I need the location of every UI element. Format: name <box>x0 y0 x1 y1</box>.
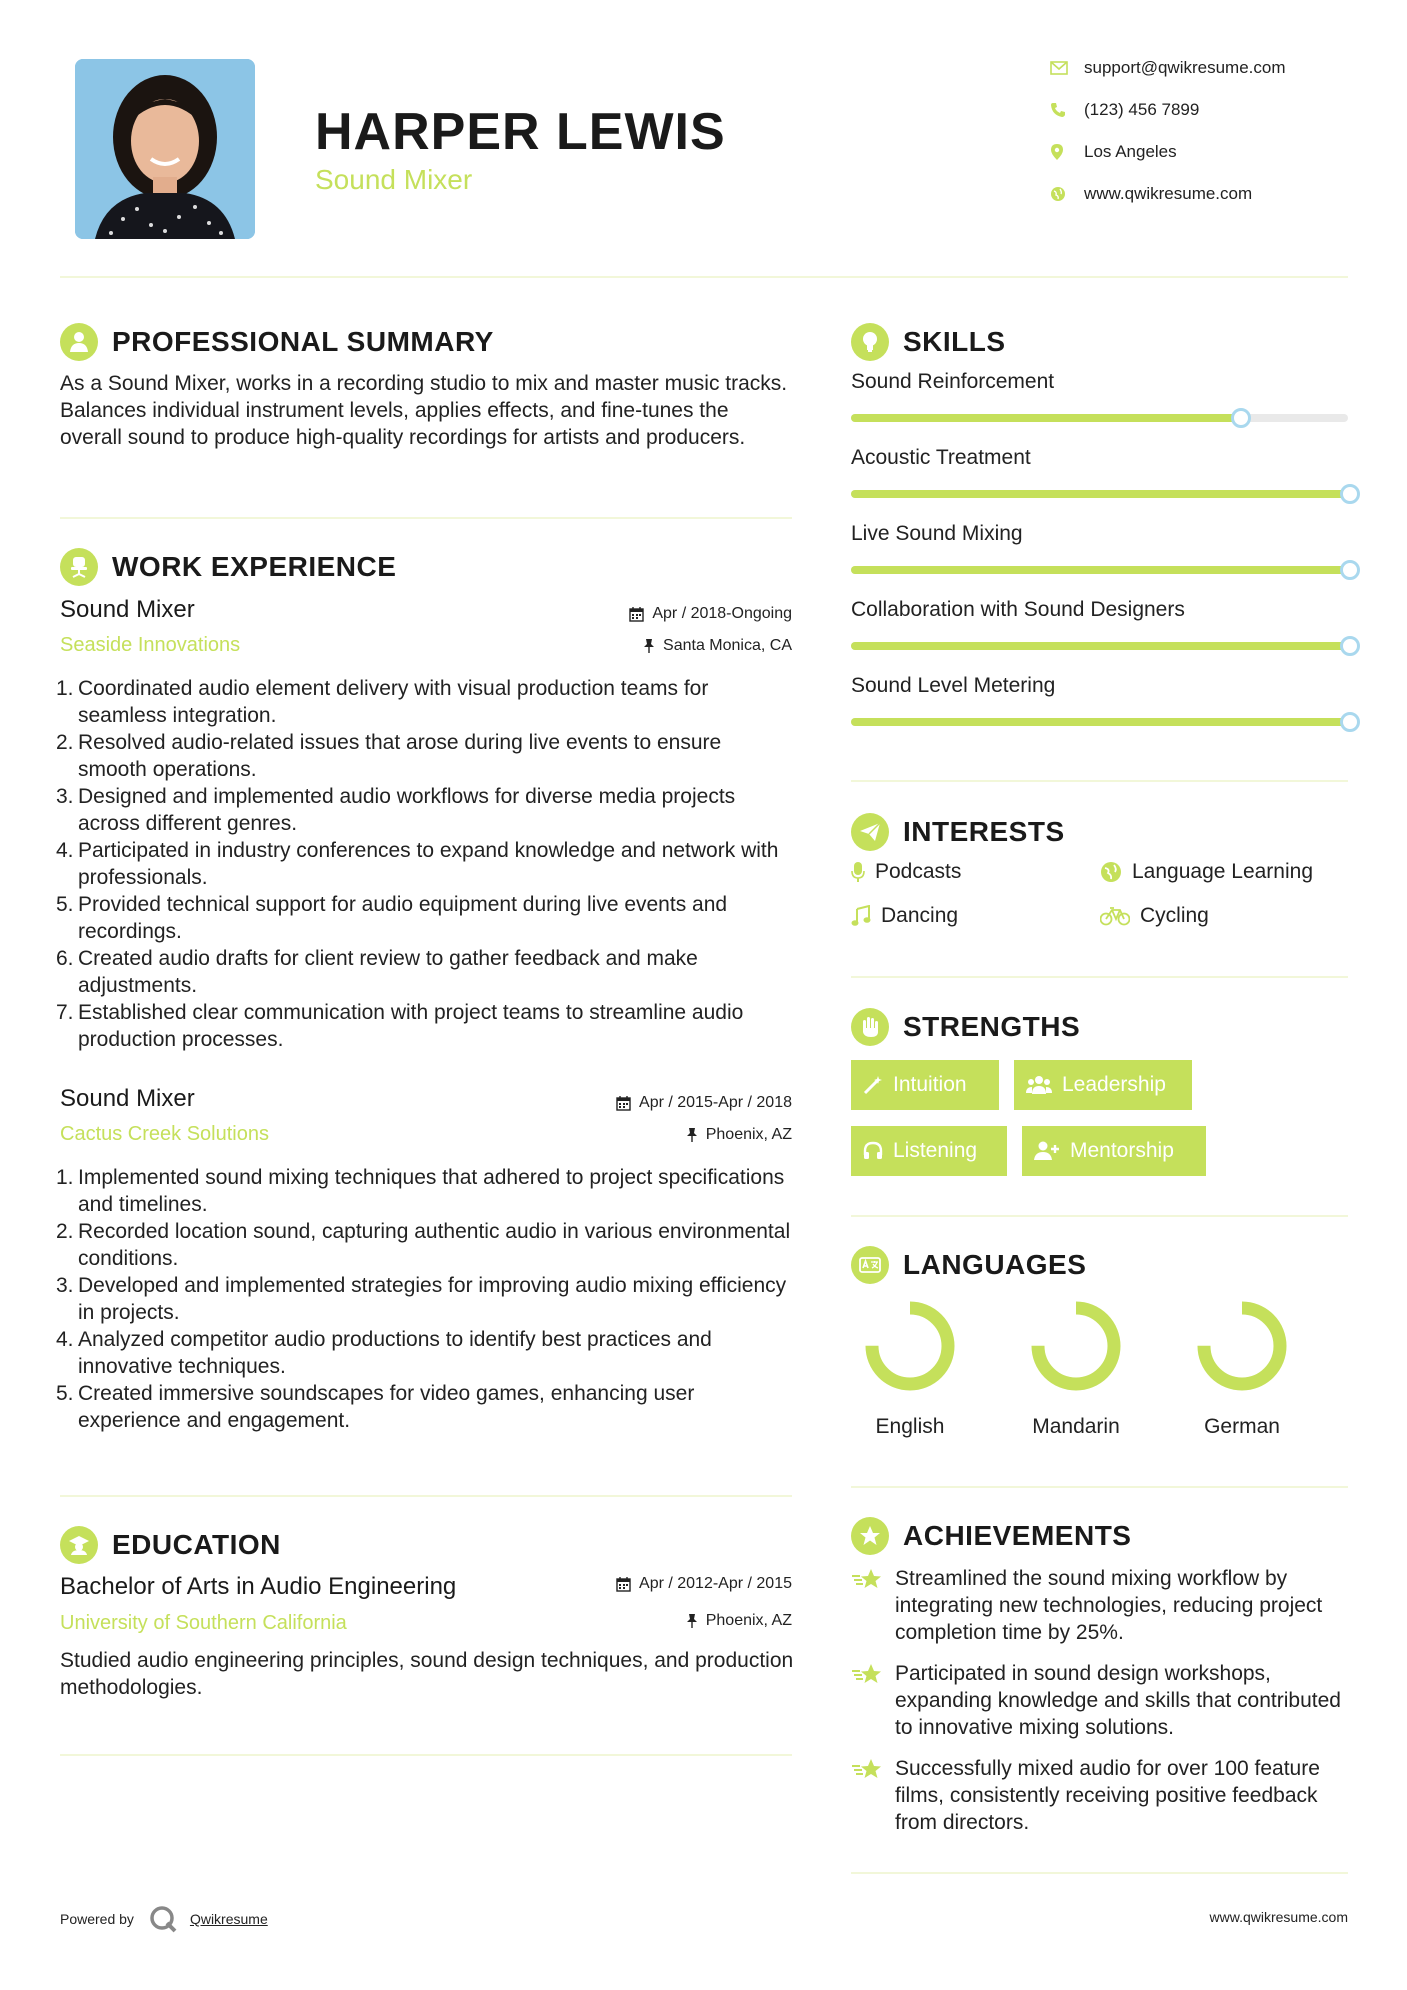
list-item-text: Established clear communication with project teams to streamline audio production processes. <box>78 1001 744 1051</box>
job-1-achievement-item <box>56 729 793 783</box>
job-2-role: Sound Mixer <box>60 1085 195 1112</box>
skill-bar-fill <box>851 718 1348 726</box>
skill-name: Live Sound Mixing <box>851 522 1023 545</box>
list-number: 4. <box>56 839 74 862</box>
list-item-text: Implemented sound mixing techniques that adhered to project specifications and timelines. <box>78 1166 785 1216</box>
strength-listening: Listening <box>851 1126 1007 1176</box>
shooting-star-icon <box>851 1660 895 1741</box>
user-plus-icon <box>1034 1141 1060 1161</box>
skill-level-knob <box>1340 484 1360 504</box>
language-name: German <box>1204 1415 1280 1438</box>
language-level-gauge <box>1006 1296 1146 1400</box>
list-number: 2. <box>56 731 74 754</box>
magic-wand-icon <box>863 1075 883 1095</box>
candidate-title: Sound Mixer <box>315 164 473 195</box>
skill-level-knob <box>1231 408 1251 428</box>
interest-dancing: Dancing <box>851 904 958 928</box>
education-dates: Apr / 2012-Apr / 2015 <box>500 1575 792 1593</box>
achievement-item <box>851 1565 1351 1646</box>
skill-level-knob <box>1340 712 1360 732</box>
skill-bar-track <box>851 490 1348 498</box>
skill-item <box>851 522 1348 574</box>
graduate-icon <box>60 1526 98 1564</box>
office-chair-icon <box>60 548 98 586</box>
languages-heading: LANGUAGES <box>851 1246 1086 1284</box>
list-number: 3. <box>56 1274 74 1297</box>
user-icon <box>60 323 98 361</box>
list-number: 1. <box>56 1166 74 1189</box>
skill-bar-track <box>851 566 1348 574</box>
skill-bar-fill <box>851 490 1348 498</box>
language-name: Mandarin <box>1032 1415 1120 1438</box>
interest-cycling: Cycling <box>1100 904 1209 928</box>
job-1-achievement-item <box>56 999 793 1053</box>
skill-name: Acoustic Treatment <box>851 446 1031 469</box>
list-item-text: Developed and implemented strategies for improving audio mixing efficiency in projects. <box>78 1274 787 1324</box>
lightbulb-icon <box>851 323 889 361</box>
experience-divider <box>60 1495 792 1497</box>
job-2-achievement-item <box>56 1272 793 1326</box>
achievement-text: Streamlined the sound mixing workflow by integrating new technologies, reducing project completion time by 25%. <box>895 1567 1323 1644</box>
summary-divider <box>60 517 792 519</box>
strength-leadership: Leadership <box>1014 1060 1192 1110</box>
pushpin-icon <box>643 638 655 654</box>
list-number: 3. <box>56 785 74 808</box>
education-description: Studied audio engineering principles, sound design techniques, and production methodologies. <box>60 1649 794 1699</box>
job-2-achievement-item <box>56 1380 793 1434</box>
footer-website[interactable]: www.qwikresume.com <box>1209 1909 1348 1925</box>
job-1-achievement-item <box>56 945 793 999</box>
job-2-achievement-item <box>56 1164 793 1218</box>
list-item-text: Provided technical support for audio equipment during live events and recordings. <box>78 893 728 943</box>
list-item-text: Created audio drafts for client review to gather feedback and make adjustments. <box>78 947 698 997</box>
skills-heading: SKILLS <box>851 323 1006 361</box>
pushpin-icon <box>686 1127 698 1143</box>
languages-divider <box>851 1486 1348 1488</box>
interest-podcasts: Podcasts <box>851 860 961 884</box>
globe-icon <box>1050 186 1084 202</box>
job-1-achievement-item <box>56 837 793 891</box>
calendar-icon <box>616 1577 631 1592</box>
list-item-text: Analyzed competitor audio productions to identify best practices and innovative techniques. <box>78 1328 712 1378</box>
language-name: English <box>875 1415 945 1438</box>
qwikresume-logo-icon <box>148 1904 178 1934</box>
list-number: 2. <box>56 1220 74 1243</box>
interests-divider <box>851 976 1348 978</box>
education-location: Phoenix, AZ <box>500 1612 792 1630</box>
contact-location: Los Angeles <box>1050 142 1177 162</box>
users-icon <box>1026 1075 1052 1095</box>
skill-level-knob <box>1340 560 1360 580</box>
job-1-achievement-item <box>56 675 793 729</box>
skills-list <box>851 370 1348 750</box>
job-1-achievement-item <box>56 891 793 945</box>
header-divider <box>60 276 1348 278</box>
contact-website[interactable]: www.qwikresume.com <box>1050 184 1252 204</box>
interest-language-learning: Language Learning <box>1100 860 1313 884</box>
skill-name: Collaboration with Sound Designers <box>851 598 1185 621</box>
job-1-company: Seaside Innovations <box>60 634 241 656</box>
job-2-company: Cactus Creek Solutions <box>60 1123 269 1145</box>
education-heading: EDUCATION <box>60 1526 281 1564</box>
list-number: 1. <box>56 677 74 700</box>
achievement-item <box>851 1755 1351 1836</box>
star-badge-icon <box>851 1517 889 1555</box>
job-1-role: Sound Mixer <box>60 596 195 623</box>
music-note-icon <box>851 905 871 927</box>
education-degree: Bachelor of Arts in Audio Engineering <box>60 1573 457 1600</box>
list-number: 5. <box>56 893 74 916</box>
skill-name: Sound Reinforcement <box>851 370 1055 393</box>
skill-bar-track <box>851 642 1348 650</box>
job-1-dates: Apr / 2018-Ongoing <box>500 605 792 623</box>
shooting-star-icon <box>851 1755 895 1836</box>
contact-phone[interactable]: (123) 456 7899 <box>1050 100 1199 120</box>
strengths-heading: STRENGTHS <box>851 1008 1080 1046</box>
list-item-text: Recorded location sound, capturing authentic audio in various environmental conditions. <box>78 1220 791 1270</box>
list-item-text: Coordinated audio element delivery with visual production teams for seamless integration. <box>78 677 709 727</box>
language-level-gauge <box>1172 1296 1312 1400</box>
job-2-achievement-item <box>56 1326 793 1380</box>
skill-level-knob <box>1340 636 1360 656</box>
experience-heading: WORK EXPERIENCE <box>60 548 396 586</box>
language-level-arc <box>1038 1308 1114 1384</box>
skill-name: Sound Level Metering <box>851 674 1056 697</box>
skill-bar-fill <box>851 414 1239 422</box>
profile-photo <box>75 59 255 239</box>
phone-icon <box>1050 102 1084 118</box>
strengths-divider <box>851 1215 1348 1217</box>
achievement-text: Participated in sound design workshops, expanding knowledge and skills that contributed to innovative mixing solutions. <box>895 1662 1341 1739</box>
pushpin-icon <box>686 1613 698 1629</box>
achievements-heading: ACHIEVEMENTS <box>851 1517 1131 1555</box>
achievements-divider <box>851 1872 1348 1874</box>
job-2-achievements <box>56 1164 793 1434</box>
interests-heading: INTERESTS <box>851 813 1065 851</box>
list-item-text: Designed and implemented audio workflows for diverse media projects across different genres. <box>78 785 736 835</box>
footer-powered-by: Powered by Qwikresume <box>60 1904 268 1934</box>
summary-heading: PROFESSIONAL SUMMARY <box>60 323 494 361</box>
list-number: 5. <box>56 1382 74 1405</box>
job-2-achievement-item <box>56 1218 793 1272</box>
job-2-dates: Apr / 2015-Apr / 2018 <box>500 1094 792 1112</box>
footer-brand-link[interactable]: Qwikresume <box>189 1911 268 1927</box>
list-item-text: Resolved audio-related issues that arose during live events to ensure smooth operations. <box>78 731 722 781</box>
job-1-achievements <box>56 675 793 1053</box>
language-level-gauge <box>840 1296 980 1400</box>
envelope-icon <box>1050 61 1084 75</box>
shooting-star-icon <box>851 1565 895 1646</box>
language-english <box>840 1296 980 1439</box>
bicycle-icon <box>1100 906 1130 926</box>
language-icon <box>851 1246 889 1284</box>
skill-item <box>851 370 1348 422</box>
list-number: 6. <box>56 947 74 970</box>
calendar-icon <box>629 607 644 622</box>
job-1-achievement-item <box>56 783 793 837</box>
language-level-arc <box>872 1308 948 1384</box>
language-level-arc <box>1204 1308 1280 1384</box>
skill-bar-fill <box>851 642 1348 650</box>
raised-hand-icon <box>851 1008 889 1046</box>
achievement-text: Successfully mixed audio for over 100 feature films, consistently receiving positive feedback from directors. <box>895 1757 1320 1834</box>
education-school: University of Southern California <box>60 1612 347 1634</box>
list-number: 7. <box>56 1001 74 1024</box>
paper-plane-icon <box>851 813 889 851</box>
skill-item <box>851 674 1348 726</box>
skill-bar-fill <box>851 566 1348 574</box>
skills-divider <box>851 780 1348 782</box>
skill-item <box>851 446 1348 498</box>
achievements-list <box>851 1565 1351 1836</box>
achievement-item <box>851 1660 1351 1741</box>
list-item-text: Participated in industry conferences to expand knowledge and network with professionals. <box>78 839 779 889</box>
education-divider <box>60 1754 792 1756</box>
summary-text: As a Sound Mixer, works in a recording studio to mix and master music tracks. Balances individual instrument levels, applies effects, and fine-tunes the overall sound to produce high-quality recordings for artists and producers. <box>60 372 788 449</box>
language-mandarin <box>1006 1296 1146 1439</box>
skill-bar-track <box>851 414 1348 422</box>
list-number: 4. <box>56 1328 74 1351</box>
language-german <box>1172 1296 1312 1439</box>
strength-mentorship: Mentorship <box>1022 1126 1206 1176</box>
map-pin-icon <box>1050 143 1084 161</box>
job-2-location: Phoenix, AZ <box>500 1126 792 1144</box>
list-item-text: Created immersive soundscapes for video games, enhancing user experience and engagement. <box>78 1382 695 1432</box>
calendar-icon <box>616 1096 631 1111</box>
strength-intuition: Intuition <box>851 1060 999 1110</box>
job-1-location: Santa Monica, CA <box>500 637 792 655</box>
headphones-icon <box>863 1141 883 1161</box>
contact-email[interactable]: support@qwikresume.com <box>1050 58 1286 78</box>
skill-item <box>851 598 1348 650</box>
globe-icon <box>1100 861 1122 883</box>
microphone-icon <box>851 861 865 883</box>
candidate-name: HARPER LEWIS <box>315 103 726 161</box>
skill-bar-track <box>851 718 1348 726</box>
